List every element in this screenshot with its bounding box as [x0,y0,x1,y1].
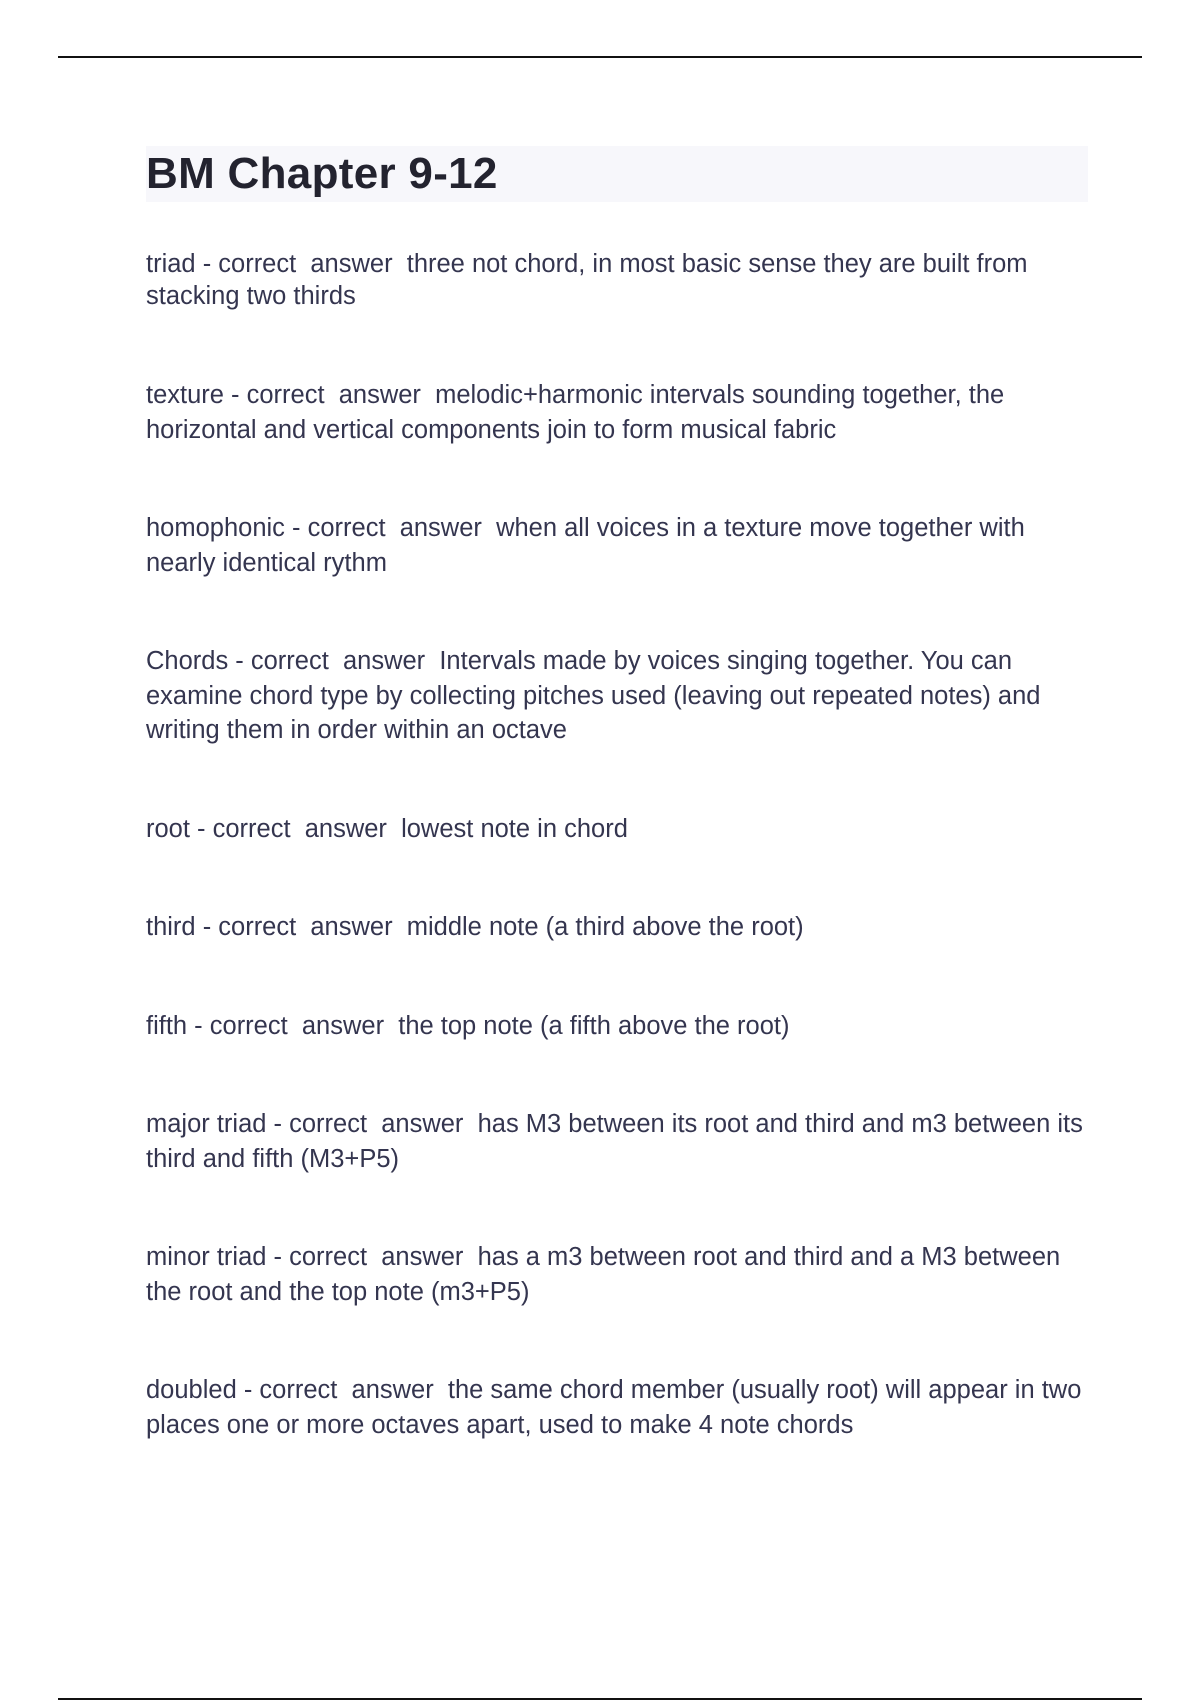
flashcard-entry: major triad - correct answer has M3 between its root and third and m3 between its third and fifth (M3+P5) [146,1110,1090,1173]
flashcard-entry: fifth - correct answer the top note (a fifth above the root) [146,1011,790,1040]
flashcard-entry: minor triad - correct answer has a m3 between root and third and a M3 between the root and the top note (m3+P5) [146,1243,1068,1306]
flashcard-entry: doubled - correct answer the same chord member (usually root) will appear in two places one or more octaves apart, used to make 4 note chords [146,1376,1089,1439]
flashcard-entry: Chords - correct answer Intervals made by voices singing together. You can examine chord type by collecting pitches used (leaving out repeated notes) and writing them in order within an octave [146,647,1048,744]
top-rule [58,56,1142,58]
flashcard-list [146,248,1088,1442]
flashcard-entry: third - correct answer middle note (a third above the root) [146,913,804,941]
title-band [146,146,1088,202]
flashcard-entry: triad - correct answer three not chord, in most basic sense they are built from stacking two thirds [146,250,1035,310]
flashcard-entry: texture - correct answer melodic+harmonic intervals sounding together, the horizontal and vertical components join to form musical fabric [146,381,1012,444]
document-title: BM Chapter 9-12 [146,149,498,198]
flashcard-entry: root - correct answer lowest note in chord [146,814,628,843]
document-body [146,146,1088,1506]
flashcard-entry: homophonic - correct answer when all voices in a texture move together with nearly identical rythm [146,514,1032,577]
